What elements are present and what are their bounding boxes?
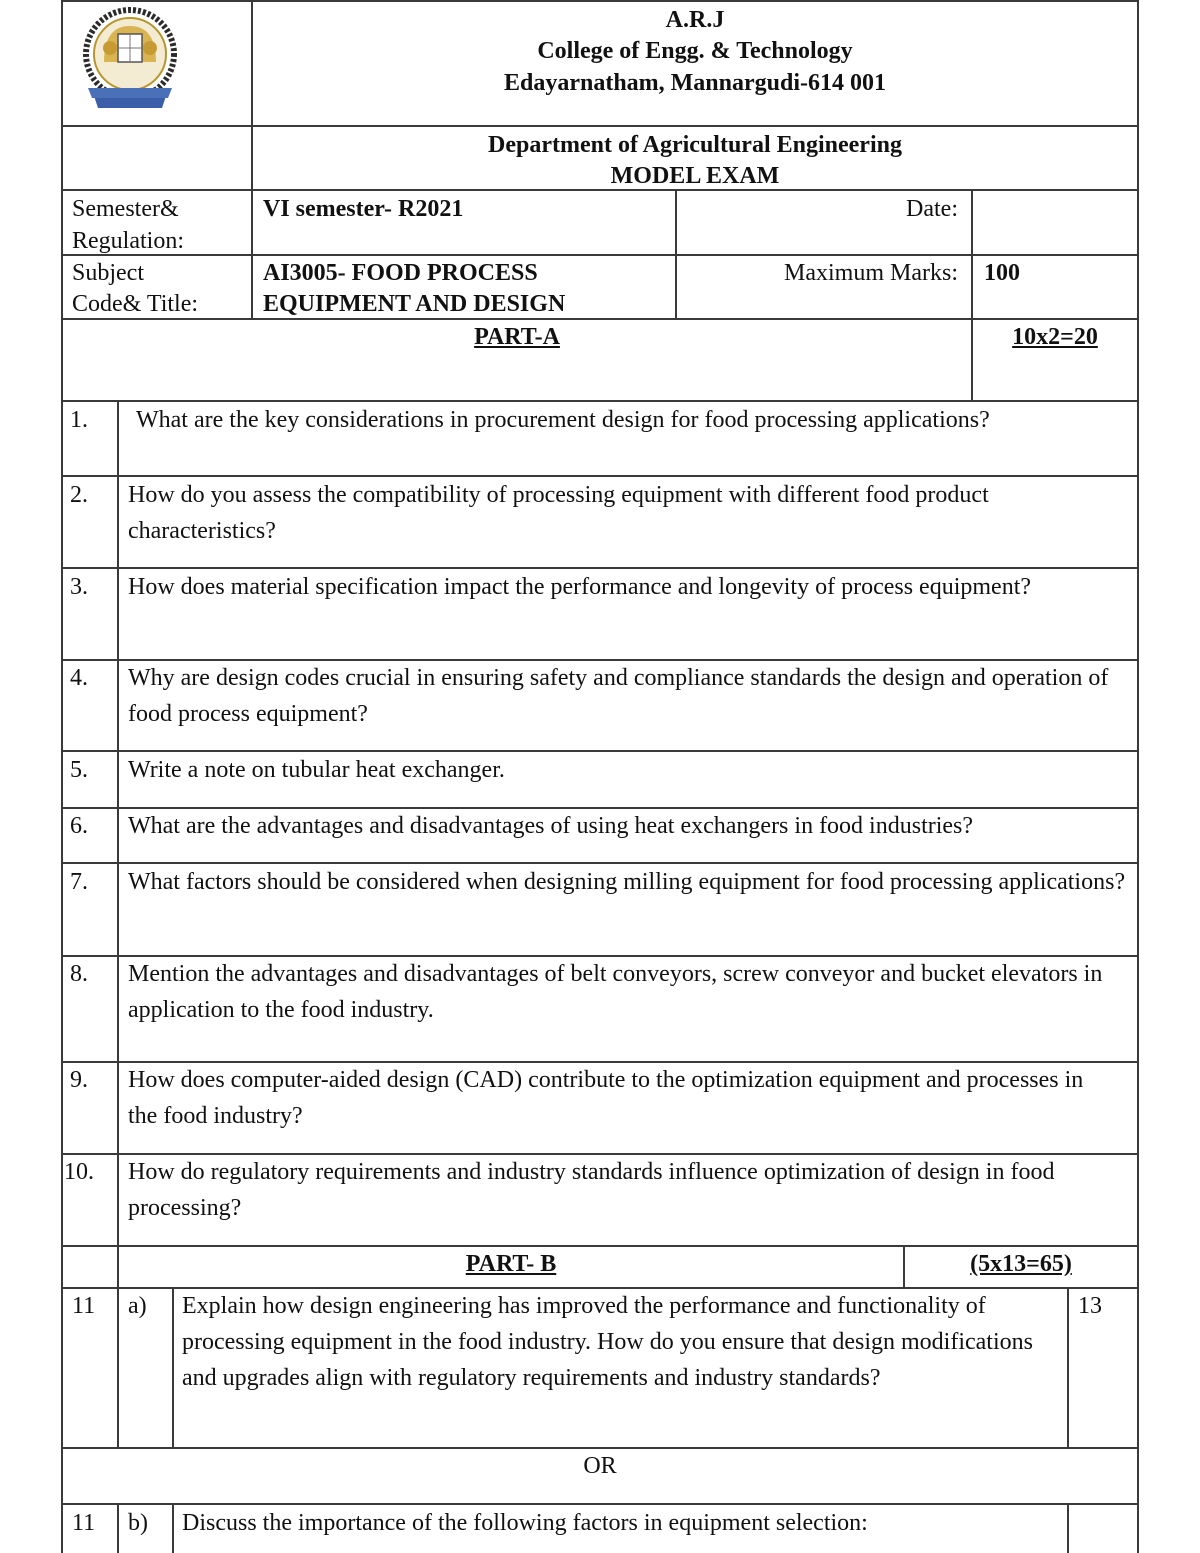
table-rule	[61, 125, 1138, 127]
question-number: 1.	[70, 407, 88, 433]
question-number: 3.	[70, 574, 88, 600]
question-text: How do you assess the compatibility of processing equipment with different food product characteristics?	[128, 482, 989, 544]
subject-value-line1: AI3005- FOOD PROCESS	[263, 260, 538, 286]
question-number: 10.	[64, 1159, 94, 1185]
table-rule	[61, 1447, 1138, 1449]
table-rule	[61, 475, 1138, 477]
question-number: 4.	[70, 665, 88, 691]
question-number: 11	[72, 1510, 96, 1536]
subject-label-line1: Subject	[72, 260, 144, 286]
table-rule	[61, 807, 1138, 809]
table-rule	[61, 0, 1138, 2]
date-label: Date:	[906, 196, 958, 222]
question-number: 2.	[70, 482, 88, 508]
table-rule	[117, 1503, 119, 1553]
table-rule	[61, 567, 1138, 569]
subject-value-line2: EQUIPMENT AND DESIGN	[263, 291, 566, 317]
semester-value: VI semester- R2021	[263, 196, 464, 222]
table-rule	[61, 189, 1138, 191]
table-rule	[903, 1245, 905, 1288]
max-marks-label: Maximum Marks:	[784, 260, 958, 286]
table-rule	[1067, 1503, 1069, 1553]
table-rule	[61, 659, 1138, 661]
question-number: 5.	[70, 757, 88, 783]
question-number: 7.	[70, 869, 88, 895]
semester-label-line1: Semester&	[72, 196, 179, 222]
table-rule	[675, 189, 677, 319]
table-rule	[61, 1153, 1138, 1155]
question-text: What are the key considerations in procurement design for food processing applications?	[136, 407, 990, 433]
part-a-marks: 10x2=20	[1012, 324, 1098, 350]
question-text: Explain how design engineering has improved the performance and functionality of processing equipment in the food industry. How do you ensure that design modifications and upgrades align with regulatory requirements and industry standards?	[182, 1293, 1033, 1391]
table-rule	[172, 1503, 174, 1553]
part-a-title: PART-A	[474, 324, 560, 350]
question-text: Discuss the importance of the following factors in equipment selection:	[182, 1510, 868, 1536]
table-rule	[61, 400, 1138, 402]
question-sub-label: b)	[128, 1510, 148, 1536]
question-text: Write a note on tubular heat exchanger.	[128, 757, 505, 783]
college-address: Edayarnatham, Mannargudi-614 001	[503, 70, 887, 96]
table-rule	[61, 955, 1138, 957]
part-b-title: PART- B	[465, 1251, 557, 1277]
table-rule	[61, 318, 1138, 320]
table-rule	[971, 189, 973, 401]
question-text: Why are design codes crucial in ensuring safety and compliance standards the design and operation of food process equipment?	[128, 665, 1109, 727]
table-border	[1137, 0, 1139, 1553]
part-b-marks: (5x13=65)	[970, 1251, 1072, 1277]
table-rule	[61, 750, 1138, 752]
question-number: 9.	[70, 1067, 88, 1093]
table-rule	[61, 1287, 1138, 1289]
subject-label-line2: Code& Title:	[72, 291, 199, 317]
semester-label-line2: Regulation:	[72, 228, 184, 254]
question-text: How does material specification impact the performance and longevity of process equipment?	[128, 574, 1032, 600]
college-logo	[74, 4, 186, 116]
table-rule	[61, 1061, 1138, 1063]
table-rule	[61, 862, 1138, 864]
table-rule	[61, 1503, 1138, 1505]
question-text: What factors should be considered when designing milling equipment for food processing applications?	[128, 869, 1126, 895]
college-name-line1: A.R.J	[665, 7, 725, 33]
max-marks-value: 100	[984, 260, 1020, 286]
question-number: 6.	[70, 813, 88, 839]
table-rule	[61, 1245, 1138, 1247]
question-text: How do regulatory requirements and industry standards influence optimization of design in food processing?	[128, 1159, 1055, 1221]
table-rule	[251, 0, 253, 319]
college-name-line2: College of Engg. & Technology	[537, 38, 853, 64]
question-text: How does computer-aided design (CAD) contribute to the optimization equipment and processes in the food industry?	[128, 1067, 1084, 1129]
question-text: Mention the advantages and disadvantages of belt conveyors, screw conveyor and bucket elevators in application to the food industry.	[128, 961, 1103, 1023]
question-text: What are the advantages and disadvantages of using heat exchangers in food industries?	[128, 813, 974, 839]
question-number: 11	[72, 1293, 96, 1319]
department-name: Department of Agricultural Engineering	[488, 132, 902, 158]
table-border	[61, 0, 63, 1553]
exam-title: MODEL EXAM	[610, 163, 780, 189]
table-rule	[1067, 1287, 1069, 1448]
table-rule	[172, 1287, 174, 1448]
question-sub-label: a)	[128, 1293, 147, 1319]
question-marks: 13	[1078, 1293, 1102, 1319]
table-rule	[117, 400, 119, 1448]
or-separator: OR	[583, 1453, 617, 1479]
question-number: 8.	[70, 961, 88, 987]
table-rule	[61, 254, 1138, 256]
